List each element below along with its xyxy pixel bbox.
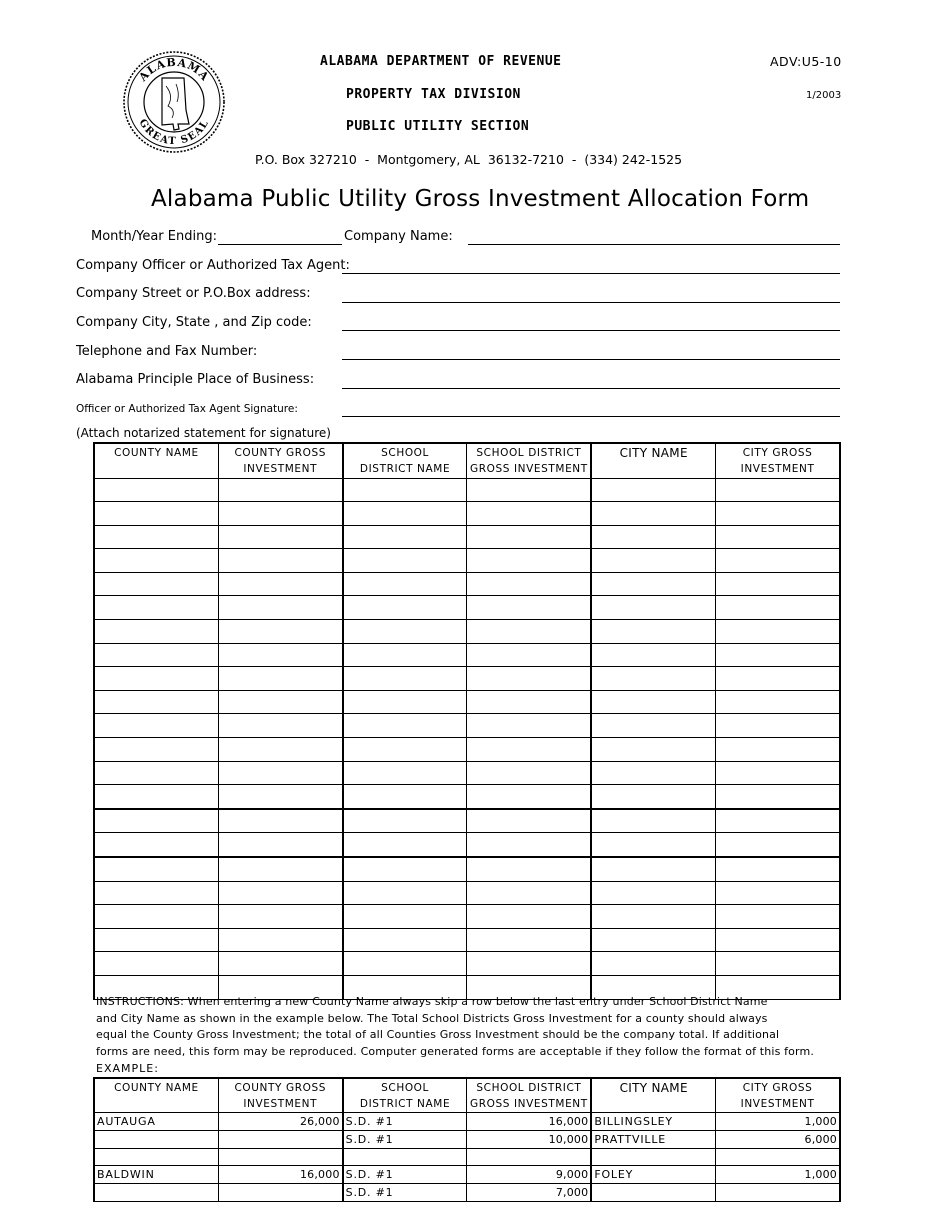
school-district-cell[interactable] (343, 785, 467, 809)
header-city-gross: CITY GROSS INVESTMENT (716, 443, 840, 478)
example-row (94, 1113, 840, 1131)
example-school-cell (343, 1149, 467, 1166)
example-county-cell: AUTAUGA (94, 1113, 218, 1131)
example-school-gross-cell: 16,000 (467, 1113, 591, 1131)
example-city-cell: BILLINGSLEY (591, 1113, 715, 1131)
table-row (94, 643, 840, 667)
school-district-cell[interactable] (343, 643, 467, 667)
example-label: EXAMPLE: (96, 1062, 159, 1075)
city-name-cell[interactable] (591, 572, 715, 596)
example-city-cell: FOLEY (591, 1166, 715, 1184)
example-county-cell (94, 1131, 218, 1149)
example-county-gross-cell: 16,000 (218, 1166, 342, 1184)
instructions (96, 994, 856, 1060)
county-name-cell[interactable] (94, 667, 218, 691)
example-city-gross-cell (716, 1184, 840, 1202)
school-district-cell[interactable] (343, 833, 467, 857)
division-name: PROPERTY TAX DIVISION (346, 87, 521, 102)
city-gross-cell[interactable] (716, 833, 840, 857)
county-name-cell[interactable] (94, 738, 218, 762)
month-year-label: Month/Year Ending: (91, 229, 217, 244)
instructions-line: and City Name as shown in the example below. The Total School Districts Gross Investment for a county should always (96, 1011, 768, 1025)
county-name-cell[interactable] (94, 928, 218, 952)
alabama-great-seal (122, 50, 226, 154)
city-gross-cell[interactable] (716, 809, 840, 833)
city-gross-cell[interactable] (716, 667, 840, 691)
example-school-gross-cell (467, 1149, 591, 1166)
officer-field[interactable] (342, 273, 840, 274)
county-gross-cell[interactable] (218, 714, 342, 738)
phone-fax-field[interactable] (342, 359, 840, 360)
city-gross-cell[interactable] (716, 549, 840, 573)
school-district-cell[interactable] (343, 667, 467, 691)
county-gross-cell[interactable] (218, 690, 342, 714)
city-name-cell[interactable] (591, 714, 715, 738)
example-header-county-gross: COUNTY GROSS INVESTMENT (218, 1078, 342, 1113)
example-school-gross-cell: 10,000 (467, 1131, 591, 1149)
example-school-gross-cell: 9,000 (467, 1166, 591, 1184)
table-row (94, 833, 840, 857)
table-row (94, 502, 840, 526)
city-name-cell[interactable] (591, 596, 715, 620)
school-gross-cell[interactable] (467, 761, 591, 785)
example-city-gross-cell: 1,000 (716, 1113, 840, 1131)
example-school-gross-cell: 7,000 (467, 1184, 591, 1202)
county-gross-cell[interactable] (218, 785, 342, 809)
table-row (94, 714, 840, 738)
officer-label: Company Officer or Authorized Tax Agent: (76, 258, 350, 273)
table-row (94, 478, 840, 502)
allocation-table (93, 442, 841, 1000)
school-district-cell[interactable] (343, 620, 467, 644)
county-gross-cell[interactable] (218, 643, 342, 667)
county-name-cell[interactable] (94, 549, 218, 573)
section-name: PUBLIC UTILITY SECTION (346, 119, 530, 134)
city-gross-cell[interactable] (716, 857, 840, 881)
county-name-cell[interactable] (94, 761, 218, 785)
table-row (94, 620, 840, 644)
city-name-cell[interactable] (591, 620, 715, 644)
city-gross-cell[interactable] (716, 761, 840, 785)
principal-place-label: Alabama Principle Place of Business: (76, 372, 315, 387)
example-city-gross-cell: 1,000 (716, 1166, 840, 1184)
svg-text:GREAT SEAL: GREAT SEAL (136, 117, 212, 148)
city-gross-cell[interactable] (716, 690, 840, 714)
school-gross-cell[interactable] (467, 549, 591, 573)
department-name: ALABAMA DEPARTMENT OF REVENUE (320, 54, 562, 69)
school-gross-cell[interactable] (467, 572, 591, 596)
city-name-cell[interactable] (591, 643, 715, 667)
example-table (93, 1077, 841, 1202)
example-school-cell: S.D. #1 (343, 1166, 467, 1184)
county-name-cell[interactable] (94, 809, 218, 833)
school-gross-cell[interactable] (467, 785, 591, 809)
table-row (94, 905, 840, 929)
county-name-cell[interactable] (94, 905, 218, 929)
signature-field[interactable] (342, 416, 840, 417)
county-gross-cell[interactable] (218, 596, 342, 620)
table-row (94, 881, 840, 905)
city-name-cell[interactable] (591, 478, 715, 502)
example-city-cell (591, 1149, 715, 1166)
example-school-cell: S.D. #1 (343, 1184, 467, 1202)
school-gross-cell[interactable] (467, 833, 591, 857)
school-district-cell[interactable] (343, 572, 467, 596)
county-name-cell[interactable] (94, 785, 218, 809)
instructions-line: forms are need, this form may be reproduced. Computer generated forms are acceptable if they follow the format of this form. (96, 1044, 815, 1058)
form-number: ADV:U5-10 (770, 54, 842, 69)
county-name-cell[interactable] (94, 596, 218, 620)
example-county-cell (94, 1149, 218, 1166)
county-name-cell[interactable] (94, 502, 218, 526)
city-name-cell[interactable] (591, 761, 715, 785)
school-district-cell[interactable] (343, 478, 467, 502)
school-district-cell[interactable] (343, 690, 467, 714)
example-city-cell: PRATTVILLE (591, 1131, 715, 1149)
table-row (94, 857, 840, 881)
example-row (94, 1131, 840, 1149)
table-row (94, 809, 840, 833)
table-row (94, 738, 840, 762)
school-gross-cell[interactable] (467, 478, 591, 502)
example-school-cell: S.D. #1 (343, 1131, 467, 1149)
school-district-cell[interactable] (343, 761, 467, 785)
city-name-cell[interactable] (591, 525, 715, 549)
county-name-cell[interactable] (94, 572, 218, 596)
school-district-cell[interactable] (343, 928, 467, 952)
city-name-cell[interactable] (591, 502, 715, 526)
county-gross-cell[interactable] (218, 572, 342, 596)
county-gross-cell[interactable] (218, 478, 342, 502)
instructions-line: INSTRUCTIONS: When entering a new County Name always skip a row below the last entry under School District Name (96, 995, 768, 1008)
county-name-cell[interactable] (94, 714, 218, 738)
table-row (94, 785, 840, 809)
city-gross-cell[interactable] (716, 620, 840, 644)
table-row (94, 928, 840, 952)
table-row (94, 525, 840, 549)
street-label: Company Street or P.O.Box address: (76, 286, 311, 301)
example-county-gross-cell (218, 1131, 342, 1149)
county-name-cell[interactable] (94, 833, 218, 857)
phone-fax-label: Telephone and Fax Number: (76, 344, 258, 359)
table-row (94, 572, 840, 596)
table-row (94, 952, 840, 976)
example-header-city-name: CITY NAME (591, 1078, 715, 1113)
school-gross-cell[interactable] (467, 620, 591, 644)
header-county-gross: COUNTY GROSS INVESTMENT (218, 443, 342, 478)
table-row (94, 549, 840, 573)
school-gross-cell[interactable] (467, 881, 591, 905)
school-district-cell[interactable] (343, 738, 467, 762)
county-gross-cell[interactable] (218, 952, 342, 976)
county-name-cell[interactable] (94, 690, 218, 714)
signature-label: Officer or Authorized Tax Agent Signature: (76, 403, 298, 415)
example-county-cell (94, 1184, 218, 1202)
example-county-gross-cell (218, 1149, 342, 1166)
county-gross-cell[interactable] (218, 738, 342, 762)
city-gross-cell[interactable] (716, 928, 840, 952)
city-name-cell[interactable] (591, 809, 715, 833)
school-district-cell[interactable] (343, 714, 467, 738)
school-gross-cell[interactable] (467, 643, 591, 667)
county-name-cell[interactable] (94, 620, 218, 644)
page-title: Alabama Public Utility Gross Investment Allocation Form (151, 186, 810, 212)
city-name-cell[interactable] (591, 738, 715, 762)
example-header-school-gross: SCHOOL DISTRICT GROSS INVESTMENT (467, 1078, 591, 1113)
example-row (94, 1184, 840, 1202)
county-gross-cell[interactable] (218, 761, 342, 785)
county-gross-cell[interactable] (218, 549, 342, 573)
county-gross-cell[interactable] (218, 620, 342, 644)
county-name-cell[interactable] (94, 643, 218, 667)
city-gross-cell[interactable] (716, 478, 840, 502)
school-gross-cell[interactable] (467, 667, 591, 691)
instructions-line: equal the County Gross Investment; the total of all Counties Gross Investment should be the company total. If additional (96, 1028, 780, 1041)
school-district-cell[interactable] (343, 502, 467, 526)
school-gross-cell[interactable] (467, 905, 591, 929)
county-gross-cell[interactable] (218, 809, 342, 833)
county-name-cell[interactable] (94, 525, 218, 549)
month-year-field[interactable] (218, 244, 342, 245)
example-city-cell (591, 1184, 715, 1202)
county-gross-cell[interactable] (218, 667, 342, 691)
city-gross-cell[interactable] (716, 525, 840, 549)
example-county-gross-cell: 26,000 (218, 1113, 342, 1131)
county-gross-cell[interactable] (218, 928, 342, 952)
city-gross-cell[interactable] (716, 643, 840, 667)
city-name-cell[interactable] (591, 690, 715, 714)
example-city-gross-cell: 6,000 (716, 1131, 840, 1149)
school-district-cell[interactable] (343, 596, 467, 620)
school-gross-cell[interactable] (467, 714, 591, 738)
city-name-cell[interactable] (591, 952, 715, 976)
county-name-cell[interactable] (94, 478, 218, 502)
city-name-cell[interactable] (591, 928, 715, 952)
county-gross-cell[interactable] (218, 881, 342, 905)
city-name-cell[interactable] (591, 881, 715, 905)
school-gross-cell[interactable] (467, 502, 591, 526)
example-county-gross-cell (218, 1184, 342, 1202)
county-name-cell[interactable] (94, 952, 218, 976)
city-gross-cell[interactable] (716, 881, 840, 905)
table-row (94, 690, 840, 714)
school-district-cell[interactable] (343, 881, 467, 905)
city-gross-cell[interactable] (716, 502, 840, 526)
school-gross-cell[interactable] (467, 738, 591, 762)
school-district-cell[interactable] (343, 857, 467, 881)
county-gross-cell[interactable] (218, 833, 342, 857)
city-name-cell[interactable] (591, 785, 715, 809)
city-state-zip-label: Company City, State , and Zip code: (76, 315, 312, 330)
school-gross-cell[interactable] (467, 596, 591, 620)
example-city-gross-cell (716, 1149, 840, 1166)
county-gross-cell[interactable] (218, 502, 342, 526)
county-name-cell[interactable] (94, 857, 218, 881)
city-name-cell[interactable] (591, 905, 715, 929)
school-district-cell[interactable] (343, 549, 467, 573)
school-district-cell[interactable] (343, 905, 467, 929)
notarize-note: (Attach notarized statement for signature) (76, 426, 331, 440)
school-district-cell[interactable] (343, 809, 467, 833)
street-field[interactable] (342, 302, 840, 303)
principal-place-field[interactable] (342, 388, 840, 389)
city-name-cell[interactable] (591, 549, 715, 573)
city-gross-cell[interactable] (716, 952, 840, 976)
county-gross-cell[interactable] (218, 857, 342, 881)
example-header-county-name: COUNTY NAME (94, 1078, 218, 1113)
table-row (94, 596, 840, 620)
county-name-cell[interactable] (94, 881, 218, 905)
example-row (94, 1149, 840, 1166)
table-row (94, 761, 840, 785)
school-gross-cell[interactable] (467, 690, 591, 714)
school-gross-cell[interactable] (467, 525, 591, 549)
city-name-cell[interactable] (591, 667, 715, 691)
example-school-cell: S.D. #1 (343, 1113, 467, 1131)
svg-text:ALABAMA: ALABAMA (136, 55, 212, 84)
header-school-gross: SCHOOL DISTRICT GROSS INVESTMENT (467, 443, 591, 478)
school-gross-cell[interactable] (467, 809, 591, 833)
example-header-school-district: SCHOOL DISTRICT NAME (343, 1078, 467, 1113)
city-gross-cell[interactable] (716, 714, 840, 738)
city-name-cell[interactable] (591, 857, 715, 881)
school-gross-cell[interactable] (467, 857, 591, 881)
header-city-name: CITY NAME (591, 443, 715, 478)
city-name-cell[interactable] (591, 833, 715, 857)
company-name-label: Company Name: (344, 229, 453, 244)
header-county-name: COUNTY NAME (94, 443, 218, 478)
header-school-district: SCHOOL DISTRICT NAME (343, 443, 467, 478)
table-row (94, 667, 840, 691)
example-header-city-gross: CITY GROSS INVESTMENT (716, 1078, 840, 1113)
county-gross-cell[interactable] (218, 525, 342, 549)
city-gross-cell[interactable] (716, 738, 840, 762)
city-state-zip-field[interactable] (342, 330, 840, 331)
county-gross-cell[interactable] (218, 905, 342, 929)
city-gross-cell[interactable] (716, 785, 840, 809)
school-gross-cell[interactable] (467, 928, 591, 952)
example-row (94, 1166, 840, 1184)
company-name-field[interactable] (468, 244, 840, 245)
city-gross-cell[interactable] (716, 596, 840, 620)
city-gross-cell[interactable] (716, 572, 840, 596)
city-gross-cell[interactable] (716, 905, 840, 929)
office-address: P.O. Box 327210 - Montgomery, AL 36132-7210 - (334) 242-1525 (255, 152, 683, 167)
school-gross-cell[interactable] (467, 952, 591, 976)
example-county-cell: BALDWIN (94, 1166, 218, 1184)
school-district-cell[interactable] (343, 525, 467, 549)
form-date: 1/2003 (806, 90, 842, 101)
school-district-cell[interactable] (343, 952, 467, 976)
